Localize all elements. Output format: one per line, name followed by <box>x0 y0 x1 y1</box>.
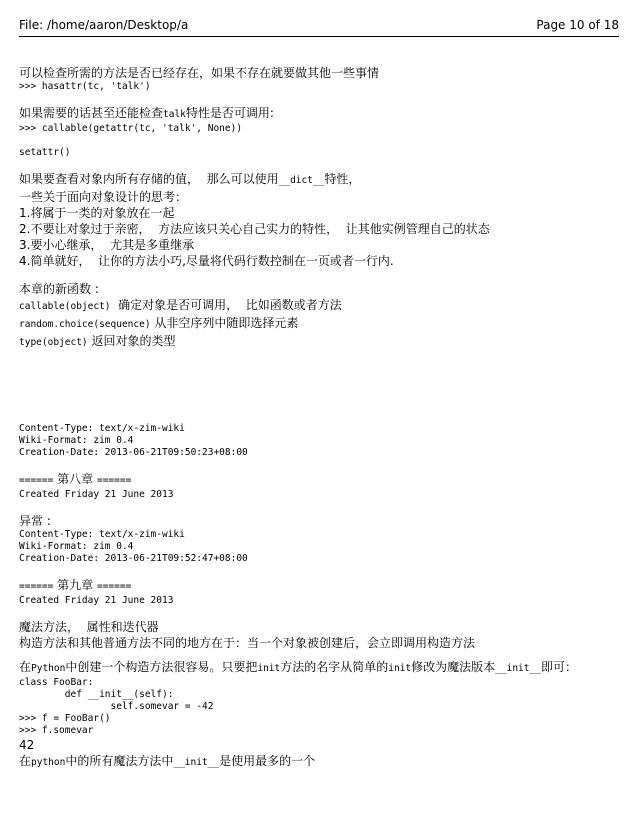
text-line: 构造方法和其他普通方法不同的地方在于：当一个对象被创建后，会立即调用构造方法 <box>19 636 476 650</box>
text-line: 可以检查所需的方法是否已经存在，如果不存在就要做其他一些事情 <box>19 66 380 80</box>
meta-line: Content-Type: text/x-zim-wiki <box>19 423 185 434</box>
function-line: callable(object) 确定对象是否可调用， 比如函数或者方法 <box>19 298 342 312</box>
text-line: 在Python中创建一个构造方法很容易。只要把init方法的名字从简单的init修改为魔法版本__init__即可： <box>19 660 577 674</box>
text-line: 如果需要的话甚至还能检查talk特性是否可调用: <box>19 106 274 120</box>
meta-line: Creation-Date: 2013-06-21T09:50:23+08:00 <box>19 447 248 458</box>
meta-line: Creation-Date: 2013-06-21T09:52:47+08:00 <box>19 553 248 564</box>
list-item: 4.简单就好， 让你的方法小巧,尽量将代码行数控制在一页或者一行内. <box>19 254 394 268</box>
code-line: setattr() <box>19 147 71 158</box>
code-line: >>> hasattr(tc, 'talk') <box>19 81 151 92</box>
list-item: 2.不要让对象过于亲密， 方法应该只关心自己实力的特性， 让其他实例管理自己的状态 <box>19 222 490 236</box>
section-heading: 异常 : <box>19 514 51 528</box>
created-line: Created Friday 21 June 2013 <box>19 595 174 606</box>
code-line: >>> f.somevar <box>19 725 94 736</box>
code-line: >>> callable(getattr(tc, 'talk', None)) <box>19 123 243 134</box>
document-body <box>19 65 619 771</box>
function-line: random.choice(sequence) 从非空序列中随即选择元素 <box>19 316 299 330</box>
page-header <box>19 14 619 37</box>
text-line: 在python中的所有魔法方法中__init__是使用最多的一个 <box>19 754 316 768</box>
section-heading: 魔法方法， 属性和迭代器 <box>19 620 159 634</box>
meta-line: Content-Type: text/x-zim-wiki <box>19 529 185 540</box>
meta-line: Wiki-Format: zim 0.4 <box>19 435 134 446</box>
text-line: 一些关于面向对象设计的思考： <box>19 190 188 204</box>
list-item: 1.将属于一类的对象放在一起 <box>19 206 175 220</box>
text-line: 如果要查看对象内所有存储的值， 那么可以使用__dict__特性， <box>19 172 361 186</box>
code-line: class FooBar: <box>19 677 94 688</box>
output-line: 42 <box>19 738 35 752</box>
meta-line: Wiki-Format: zim 0.4 <box>19 541 134 552</box>
created-line: Created Friday 21 June 2013 <box>19 489 174 500</box>
code-line: self.somevar = -42 <box>19 701 214 712</box>
page-number-label: Page 10 of 18 <box>536 18 619 32</box>
code-line: def __init__(self): <box>19 689 174 700</box>
chapter-heading: ====== 第九章 ====== <box>19 578 132 592</box>
chapter-heading: ====== 第八章 ====== <box>19 472 132 486</box>
function-line: type(object) 返回对象的类型 <box>19 334 176 348</box>
file-path-label: File: /home/aaron/Desktop/a <box>19 18 189 32</box>
list-item: 3.要小心继承， 尤其是多重继承 <box>19 238 195 252</box>
section-heading: 本章的新函数 : <box>19 282 99 296</box>
code-line: >>> f = FooBar() <box>19 713 111 724</box>
